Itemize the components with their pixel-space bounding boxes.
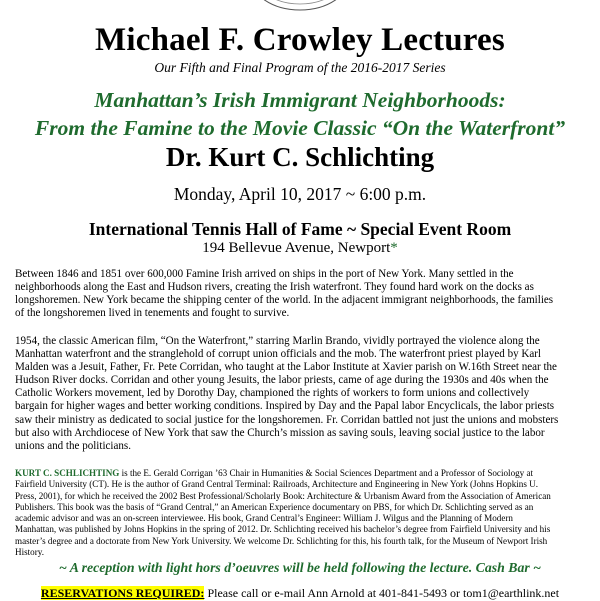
bio-line: Press, 2001), for which he received the 2002 Best Professional/Scholarly Book: Architecture & Urbanism Award from the Association of American xyxy=(15,490,551,501)
paragraph-line: Malden was a Jesuit, Father, Fr. Pete Corridan, who taught at the Labor Institute at Xavier parish on W.16th Street near the xyxy=(15,361,557,374)
paragraph-line: neighborhoods along the East and Hudson rivers, creating the Irish waterfront. They found hard work on the docks as xyxy=(15,281,534,294)
speaker-bio xyxy=(15,468,595,558)
lecture-title-line-1: Manhattan’s Irish Immigrant Neighborhoods: xyxy=(94,88,506,112)
address-text: 194 Bellevue Avenue, Newport xyxy=(202,240,391,256)
speaker-name: Dr. Kurt C. Schlichting xyxy=(165,142,435,172)
bio-line xyxy=(15,468,595,479)
bio-line: Fairfield University (CT). He is the author of Grand Central Terminal: Railroads, Architecture and Engineering in New York (Johns Hopkins U. xyxy=(15,479,538,490)
reservations-text: Please call or e-mail Ann Arnold at 401-841-5493 or tom1@earthlink.net xyxy=(204,586,560,600)
paragraph-line: of the longshoremen lived in tenements and fought to survive. xyxy=(15,307,290,320)
event-date: Monday, April 10, 2017 ~ 6:00 p.m. xyxy=(173,184,427,204)
bio-line: Publishers. This book was the basis of “Grand Central,” an American Experience documentary on PBS, for which Dr. Schlichting served as an xyxy=(15,501,534,512)
paragraph-2 xyxy=(15,335,595,453)
paragraph-line: bargain for higher wages and better working conditions. Inspired by Day and the Papal labor Encyclicals, the labor priests xyxy=(15,400,555,413)
paragraph-line: but also with Archdiocese of New York that saw the Church’s mission as saving souls, leaving social justice to the labor xyxy=(15,426,545,439)
bio-line: Manhattan, was published by Johns Hopkins in the spring of 2012. Dr. Schlichting received his bachelor’s degree from Fairfield University and his xyxy=(15,524,551,535)
paragraph-line: Manhattan waterfront and the stranglehold of corrupt union officials and the mob. The waterfront priest played by Karl xyxy=(15,348,541,361)
bio-line: academic advisor and was an on-screen interviewee. His book, Grand Central’s Engineer: William J. Wilgus and the Planning of Modern xyxy=(15,513,513,524)
paragraph-line: Hudson River docks. Corridan and other young Jesuits, the labor priests, came of age during the 1930s and 40s when the xyxy=(15,374,549,387)
paragraph-line: Between 1846 and 1851 over 600,000 Famine Irish arrived on ships in the port of New York. Many settled in the xyxy=(15,268,514,280)
paragraph-line: longshoremen. New York became the shipping center of the world. In the adjacent immigrant neighborhoods, the families xyxy=(15,294,554,307)
bio-line: History. xyxy=(15,547,44,558)
reception-notice: ~ A reception with light hors d’oeuvres will be held following the lecture. Cash Bar ~ xyxy=(58,560,542,575)
address-asterisk: * xyxy=(390,240,398,256)
bio-line: master’s degree and a doctorate from New York University. We welcome Dr. Schlichting for this, his fourth talk, for the Museum of Newport Irish xyxy=(15,535,548,546)
paragraph-line: Catholic Workers movement, led by Dorothy Day, championed the rights of workers to form unions and collectively xyxy=(15,387,530,400)
series-subtitle: Our Fifth and Final Program of the 2016-2017 Series xyxy=(154,60,446,75)
paragraph-1 xyxy=(15,268,595,320)
paragraph-line: unions and the politicians. xyxy=(15,439,131,452)
bio-name: KURT C. SCHLICHTING xyxy=(15,468,120,478)
paragraph-line: 1954, the classic American film, “On the Waterfront,” starring Marlin Brando, vividly portrayed the violence along the xyxy=(15,335,540,347)
paragraph-line: saw their ministry as dedicated to social justice for the longshoremen. Fr. Corridan battled not just the unions and mobsters xyxy=(15,413,559,426)
bio-text: is the E. Gerald Corrigan ’63 Chair in Humanities & Social Sciences Department and a Professor of Sociology at xyxy=(119,468,534,478)
lecture-title-line-2: From the Famine to the Movie Classic “On the Waterfront” xyxy=(34,116,566,140)
page-title: Michael F. Crowley Lectures xyxy=(95,22,505,58)
reservations-label: RESERVATIONS REQUIRED: xyxy=(40,586,205,600)
venue-address xyxy=(0,240,600,257)
venue-name: International Tennis Hall of Fame ~ Special Event Room xyxy=(88,219,512,239)
reservations-line xyxy=(0,586,600,601)
seal-logo xyxy=(248,0,352,12)
